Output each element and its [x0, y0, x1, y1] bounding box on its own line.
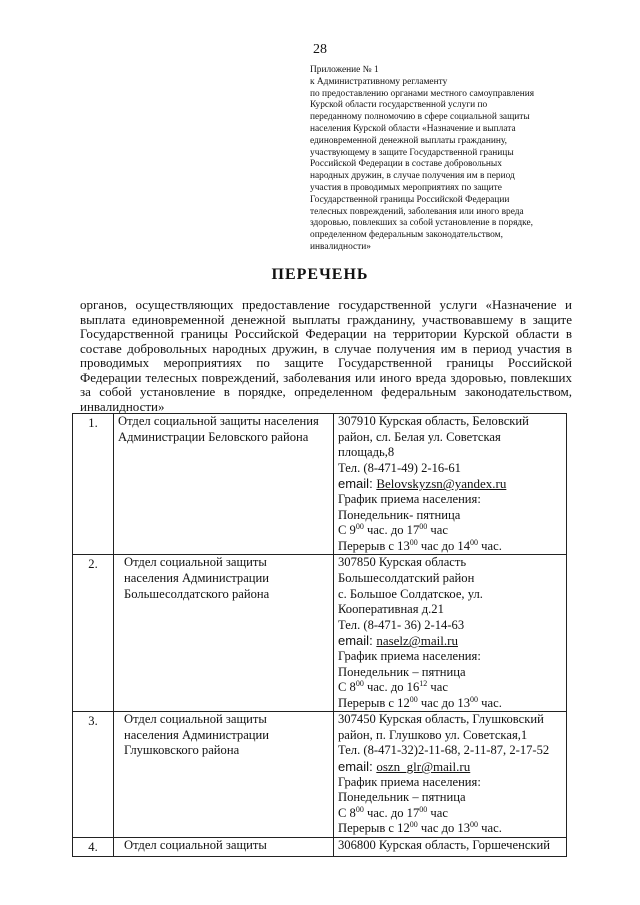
address-line: с. Большое Солдатское, ул.: [338, 586, 483, 601]
schedule-heading: График приема населения:: [338, 648, 481, 663]
phone-line: Тел. (8-471- 36) 2-14-63: [338, 617, 465, 632]
agency-name: [114, 838, 334, 857]
agency-contacts: [334, 414, 567, 555]
address-line: район, сл. Белая ул. Советская: [338, 429, 501, 444]
agency-name: [114, 414, 334, 555]
email-line: [338, 759, 562, 775]
schedule-hours: С $8^{00}$ час. до $17^{00}$ час: [338, 804, 448, 820]
address-line: 306800 Курская область, Горшеченский: [338, 838, 551, 853]
email-label: email:: [338, 633, 373, 649]
email-line: [338, 633, 562, 649]
email-label: email:: [338, 476, 373, 492]
document-title: ПЕРЕЧЕНЬ: [271, 266, 369, 283]
schedule-hours: С $9^{00}$ час. до $17^{00}$ час: [338, 521, 448, 538]
agency-name-line: Большесолдатского района: [124, 586, 270, 601]
agency-contacts: [334, 838, 567, 857]
appendix-line: единовременной денежной выплаты гражданину,: [310, 135, 507, 146]
intro-line: органов, осуществляющих предоставление государственной услуги «Назначение и: [80, 297, 572, 312]
schedule-break: Перерыв с $12^{00}$ час до $13^{00}$ час.: [338, 694, 502, 710]
appendix-line: здоровью, повлекших за собой установление в порядке,: [310, 218, 533, 229]
schedule-days: Понедельник- пятница: [338, 507, 461, 522]
schedule-hours: С $8^{00}$ час. до $16^{12}$ час: [338, 678, 448, 695]
schedule-days: Понедельник – пятница: [338, 664, 466, 679]
schedule-days: Понедельник – пятница: [338, 790, 466, 805]
agency-name-line: Администрации Беловского района: [118, 429, 309, 444]
email-link[interactable]: Belovskyzsn@yandex.ru: [376, 476, 507, 492]
address-line: 307850 Курская область: [338, 555, 467, 570]
row-number: 2.: [73, 555, 114, 712]
email-link[interactable]: oszn_glr@mail.ru: [376, 759, 471, 775]
phone-line: Тел. (8-471-49) 2-16-61: [338, 460, 461, 475]
address-line: 307910 Курская область, Беловский: [338, 414, 529, 428]
agency-name: [114, 712, 334, 838]
schedule-heading: График приема населения:: [338, 491, 481, 506]
email-line: [338, 476, 562, 492]
appendix-line: участия в проводимых мероприятиях по защите: [310, 182, 502, 193]
address-line: площадь,8: [338, 445, 395, 460]
schedule-break: Перерыв с $12^{00}$ час до $13^{00}$ час.: [338, 820, 502, 836]
appendix-line: Государственной границы Российской Федерации: [310, 194, 510, 205]
intro-line: выплата единовременной денежной выплаты гражданину, участвовавшему в защите: [80, 311, 572, 327]
agency-name-line: Отдел социальной защиты: [124, 712, 267, 727]
agency-name-line: Отдел социальной защиты: [124, 838, 267, 853]
table-row: [73, 838, 567, 857]
appendix-line: участвующему в защите Государственной границы: [310, 147, 514, 158]
phone-line: Тел. (8-471-32)2-11-68, 2-11-87, 2-17-52: [338, 743, 550, 758]
agency-name-line: Отдел социальной защиты: [124, 555, 267, 570]
intro-line: Федерации телесных повреждений, заболевания или иного вреда здоровью, повлекших: [80, 369, 572, 385]
agency-name-line: населения Администрации: [124, 570, 270, 585]
intro-line: проводимых мероприятиях по защите Государственной границы Российской: [80, 355, 572, 370]
intro-line: инвалидности»: [80, 398, 165, 414]
agency-name-line: Глушковского района: [124, 743, 240, 758]
appendix-line: населения Курской области «Назначение и выплата: [310, 123, 516, 134]
address-line: Большесолдатский район: [338, 570, 475, 585]
address-line: 307450 Курская область, Глушковский: [338, 712, 544, 727]
agencies-table: [72, 413, 567, 857]
table-row: [73, 414, 567, 555]
row-number: 4.: [73, 838, 114, 857]
appendix-line: народных дружин, в случае получения им в период: [310, 171, 515, 182]
row-number: 3.: [73, 712, 114, 838]
appendix-line: определенном федеральным законодательством,: [310, 230, 503, 241]
intro-paragraph: [80, 298, 572, 414]
intro-line: за собой установление в порядке, определенном федеральным законодательством,: [80, 384, 572, 399]
appendix-line: переданному полномочию в сфере социальной защиты: [310, 112, 530, 123]
schedule-break: Перерыв с $13^{00}$ час до $14^{00}$ час.: [338, 537, 502, 553]
appendix-line: Российской Федерации в составе добровольных: [310, 159, 502, 170]
page-number: 28: [313, 42, 327, 57]
agency-contacts: [334, 555, 567, 712]
appendix-line: инвалидности»: [310, 241, 371, 252]
schedule-heading: График приема населения:: [338, 774, 481, 789]
appendix-line: Приложение № 1: [310, 65, 379, 75]
agency-contacts: [334, 712, 567, 838]
appendix-line: по предоставлению органами местного самоуправления: [310, 88, 535, 99]
email-link[interactable]: naselz@mail.ru: [376, 633, 458, 649]
table-row: [73, 712, 567, 838]
email-label: email:: [338, 759, 373, 775]
agency-name-line: населения Администрации: [124, 727, 270, 742]
intro-line: составе добровольных народных дружин, в случае получения им в период участия в: [80, 340, 572, 356]
appendix-line: к Административному регламенту: [310, 76, 448, 87]
address-line: район, п. Глушково ул. Советская,1: [338, 727, 528, 742]
row-number: 1.: [73, 414, 114, 555]
address-line: Кооперативная д.21: [338, 602, 444, 617]
intro-line: Государственной границы Российской Федерации на территории Курской области в: [80, 326, 572, 341]
appendix-header: [310, 65, 585, 254]
appendix-line: телесных повреждений, заболевания или иного вреда: [310, 206, 524, 217]
agency-name: [114, 555, 334, 712]
agency-name-line: Отдел социальной защиты населения: [118, 414, 319, 428]
table-row: [73, 555, 567, 712]
appendix-line: Курской области государственной услуги по: [310, 100, 488, 111]
